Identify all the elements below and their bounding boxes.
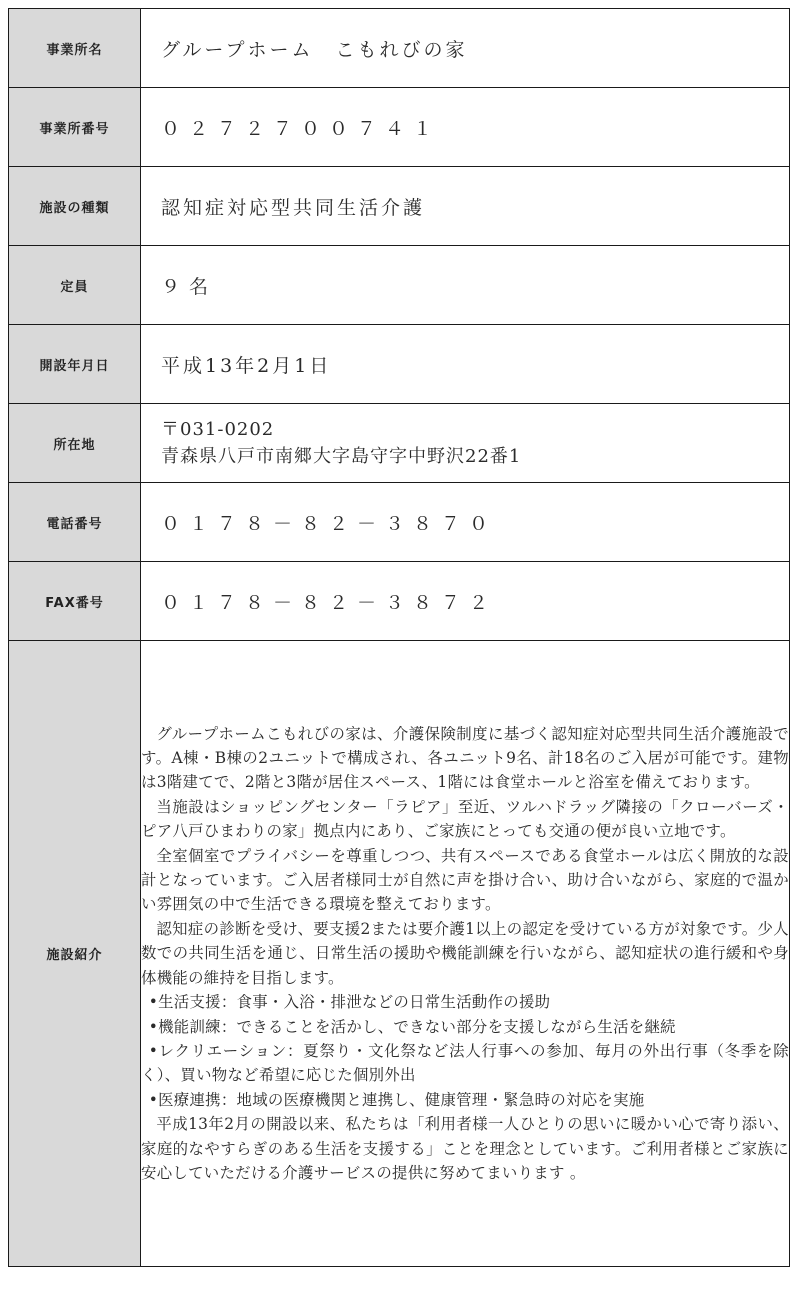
service-bullet: •レクリエーション：夏祭り・文化祭など法人行事への参加、毎月の外出行事（冬季を除く）、買い物など希望に応じた個別外出	[141, 1041, 789, 1085]
label-phone: 電話番号	[9, 483, 141, 562]
row-opening-date	[9, 325, 790, 404]
value-opening-date: 平成13年2月1日	[141, 325, 790, 404]
intro-paragraph: 全室個室でプライバシーを尊重しつつ、共有スペースである食堂ホールは広く開放的な設計となっています。ご入居者様同士が自然に声を掛け合い、助け合いながら、家庭的で温かい雰囲気の中で生活できる環境を整えております。	[141, 846, 789, 914]
service-bullet: •医療連携：地域の医療機関と連携し、健康管理・緊急時の対応を実施	[148, 1090, 645, 1109]
value-phone: ０１７８－８２－３８７０	[141, 483, 790, 562]
facility-info-table	[8, 8, 790, 1267]
row-introduction	[9, 641, 790, 1267]
value-fax: ０１７８－８２－３８７２	[141, 562, 790, 641]
row-phone	[9, 483, 790, 562]
label-address: 所在地	[9, 404, 141, 483]
row-facility-number	[9, 88, 790, 167]
value-facility-type: 認知症対応型共同生活介護	[141, 167, 790, 246]
label-introduction: 施設紹介	[9, 641, 141, 1267]
intro-closing: 平成13年2月の開設以来、私たちは「利用者様一人ひとりの思いに暖かい心で寄り添い、家庭的なやすらぎのある生活を支援する」ことを理念としています。ご利用者様とご家族に安心していただける介護サービスの提供に努めてまいります 。	[141, 1115, 789, 1182]
service-bullet: •生活支援：食事・入浴・排泄などの日常生活動作の援助	[148, 993, 551, 1012]
row-facility-type	[9, 167, 790, 246]
value-facility-number: ０２７２７００７４１	[141, 88, 790, 167]
row-facility-name	[9, 9, 790, 88]
label-opening-date: 開設年月日	[9, 325, 141, 404]
value-capacity: ９名	[141, 246, 790, 325]
value-facility-name: グループホーム こもれびの家	[141, 9, 790, 88]
service-bullet: •機能訓練：できることを活かし、できない部分を支援しながら生活を継続	[148, 1017, 676, 1036]
label-facility-name: 事業所名	[9, 9, 141, 88]
intro-paragraph: 当施設はショッピングセンター「ラピア」至近、ツルハドラッグ隣接の「クローバーズ・ピア八戸ひまわりの家」拠点内にあり、ご家族にとっても交通の便が良い立地です。	[141, 797, 789, 841]
row-capacity	[9, 246, 790, 325]
street-address: 青森県八戸市南郷大字島守字中野沢22番1	[161, 446, 522, 467]
intro-paragraph: グループホームこもれびの家は、介護保険制度に基づく認知症対応型共同生活介護施設です。A棟・B棟の2ユニットで構成され、各ユニット9名、計18名のご入居が可能です。建物は3階建てで、2階と3階が居住スペース、1階には食堂ホールと浴室を備えております。	[141, 724, 789, 792]
label-capacity: 定員	[9, 246, 141, 325]
row-fax	[9, 562, 790, 641]
row-address	[9, 404, 790, 483]
label-fax: FAX番号	[9, 562, 141, 641]
postal-code: 〒031-0202	[161, 419, 275, 440]
label-facility-type: 施設の種類	[9, 167, 141, 246]
value-address	[141, 404, 790, 483]
intro-paragraph: 認知症の診断を受け、要支援2または要介護1以上の認定を受けている方が対象です。少人数での共同生活を通じ、日常生活の援助や機能訓練を行いながら、認知症状の進行緩和や身体機能の維持を目指します。	[141, 919, 789, 987]
introduction-text	[141, 641, 790, 1267]
label-facility-number: 事業所番号	[9, 88, 141, 167]
